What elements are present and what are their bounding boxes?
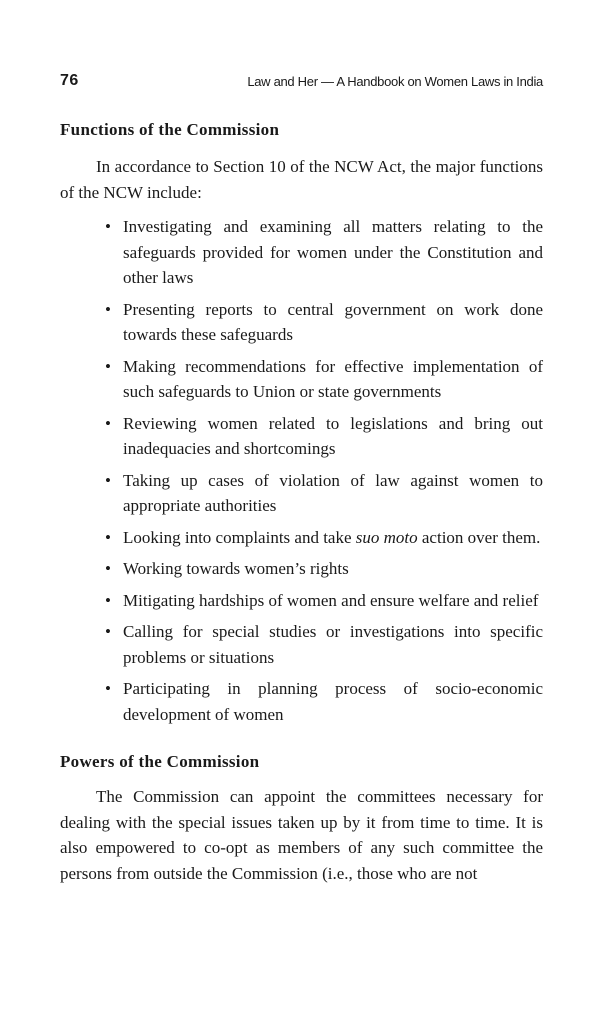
list-item-text: Participating in planning process of socio-economic development of women <box>123 679 543 724</box>
bullet-icon: • <box>105 527 111 547</box>
list-item <box>105 619 543 670</box>
list-item <box>105 354 543 405</box>
list-item-text: Taking up cases of violation of law against women to appropriate authorities <box>123 470 543 515</box>
powers-paragraph: The Commission can appoint the committees necessary for dealing with the special issues taken up by it from time to time. It is also empowered to co-opt as members of any such committee the persons from outside the Commission (i.e., those who are not <box>60 787 543 883</box>
bullet-icon: • <box>105 470 111 490</box>
list-item-text: Mitigating hardships of women and ensure welfare and relief <box>123 590 539 610</box>
list-item <box>105 297 543 348</box>
functions-list <box>60 214 543 727</box>
bullet-icon: • <box>105 217 111 236</box>
list-item-text: Making recommendations for effective implementation of such safeguards to Union or state governments <box>123 356 543 401</box>
functions-intro-paragraph: In accordance to Section 10 of the NCW Act, the major functions of the NCW include: <box>60 157 543 202</box>
list-item <box>105 588 543 614</box>
list-item <box>105 411 543 462</box>
section-heading-functions: Functions of the Commission <box>60 120 280 139</box>
list-item-text-after: action over them. <box>417 527 541 547</box>
bullet-icon: • <box>105 679 111 698</box>
page-body <box>60 117 543 886</box>
list-item <box>105 676 543 727</box>
list-item <box>105 525 543 551</box>
page-number: 76 <box>60 72 79 89</box>
bullet-icon: • <box>105 299 111 319</box>
list-item-text: Presenting reports to central government on work done towards these safeguards <box>123 299 543 344</box>
bullet-icon: • <box>105 590 111 610</box>
bullet-icon: • <box>105 622 111 641</box>
list-item-text-before: Looking into complaints and take <box>123 527 356 547</box>
bullet-icon: • <box>105 413 111 433</box>
list-item <box>105 468 543 519</box>
list-item <box>105 214 543 291</box>
list-item-text: Reviewing women related to legislations and bring out inadequacies and shortcomings <box>123 413 543 458</box>
running-title: Law and Her — A Handbook on Women Laws in India <box>247 74 543 89</box>
bullet-icon: • <box>105 559 111 578</box>
bullet-icon: • <box>105 356 111 376</box>
section-heading-powers: Powers of the Commission <box>60 752 260 771</box>
running-head <box>60 72 543 92</box>
list-item <box>105 556 543 582</box>
list-item-text: Calling for special studies or investigations into specific problems or situations <box>123 622 543 667</box>
list-item-text-italic: suo moto <box>355 527 418 547</box>
list-item-text: Working towards women’s rights <box>123 559 349 578</box>
list-item-text: Investigating and examining all matters relating to the safeguards provided for women under the Constitution and other laws <box>123 217 543 287</box>
